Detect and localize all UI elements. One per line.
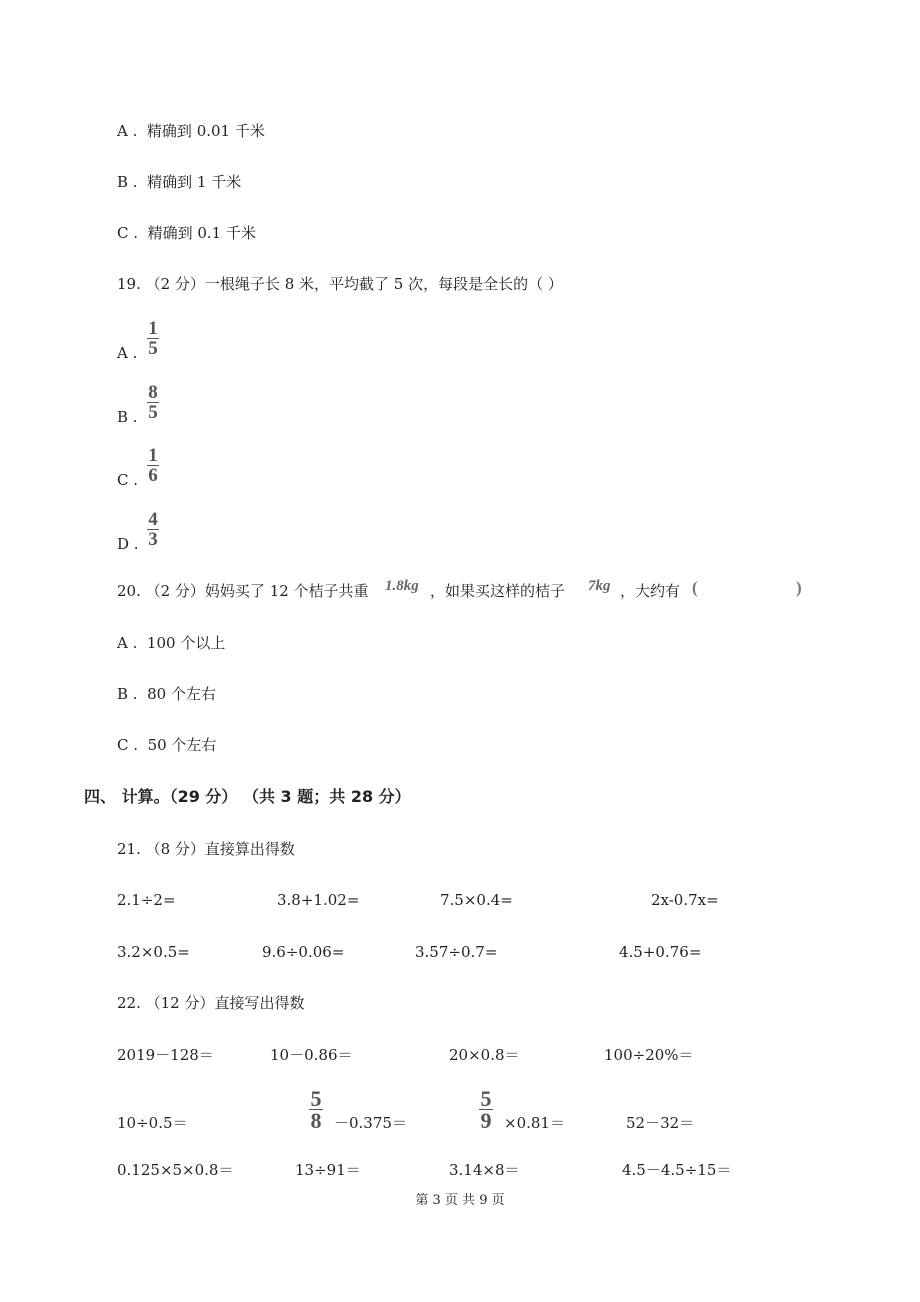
q18-option-a	[117, 121, 265, 141]
q21-r2-c4: 4.5+0.76=	[619, 943, 702, 961]
fraction-numerator: 1	[148, 445, 158, 466]
q20-paren-open: (	[692, 578, 698, 597]
fraction-numerator: 5	[310, 1086, 322, 1111]
q21-r2-c1: 3.2×0.5=	[117, 943, 190, 961]
fraction-denominator: 8	[310, 1108, 322, 1133]
option-text: 精确到 1 千米	[147, 173, 242, 191]
option-text: 50 个左右	[147, 736, 217, 754]
q22-r3-c2: 13÷91＝	[295, 1161, 361, 1179]
fraction-numerator: 4	[148, 509, 158, 530]
q21-r1-c3: 7.5×0.4=	[440, 891, 513, 909]
q22-r1-c1: 2019－128＝	[117, 1046, 214, 1064]
option-text: 100 个以上	[146, 634, 226, 652]
fraction-denominator: 5	[148, 402, 158, 423]
q21-stem: 21. （8 分）直接算出得数	[117, 840, 295, 858]
q20-option-c	[117, 735, 216, 755]
q19-option-d-letter: D .	[117, 535, 139, 553]
q19-option-d-fraction	[147, 511, 159, 548]
fraction-numerator: 8	[148, 382, 158, 403]
q19-stem: 19. （2 分）一根绳子长 8 米，平均截了 5 次，每段是全长的（ ）	[117, 275, 563, 293]
q22-r1-c2: 10－0.86＝	[270, 1046, 353, 1064]
option-letter: C .	[117, 224, 139, 242]
option-text: 80 个左右	[147, 685, 216, 703]
fraction-denominator: 3	[148, 529, 158, 550]
q19-option-b-letter: B .	[117, 408, 138, 426]
q20-stem-part2: ，如果买这样的桔子	[430, 582, 566, 600]
q21-r1-c2: 3.8+1.02=	[277, 891, 360, 909]
q19-option-a-letter: A .	[117, 344, 138, 362]
q22-r2-fraction-2	[479, 1086, 493, 1133]
q21-r1-c1: 2.1÷2=	[117, 891, 176, 909]
q20-option-b	[117, 684, 216, 704]
option-letter: A .	[117, 122, 138, 140]
option-letter: C .	[117, 736, 139, 754]
q19-option-a-fraction	[147, 320, 159, 357]
fraction-denominator: 6	[148, 465, 158, 486]
q20-stem-part1: 20. （2 分）妈妈买了 12 个桔子共重	[117, 582, 369, 600]
q19-option-c-fraction	[147, 447, 159, 484]
q22-r2-c4: 52－32＝	[626, 1114, 695, 1132]
page-footer: 第 3 页 共 9 页	[415, 1193, 505, 1208]
q22-r1-c4: 100÷20%＝	[604, 1046, 694, 1064]
q20-option-a	[117, 633, 225, 653]
q20-paren-close: )	[796, 578, 802, 597]
q19-option-c-letter: C .	[117, 471, 139, 489]
q18-option-c	[117, 223, 256, 243]
q19-option-b-fraction	[147, 384, 159, 421]
q22-r2-c1: 10÷0.5＝	[117, 1114, 188, 1132]
q22-r2-c2-rest: －0.375＝	[334, 1114, 407, 1132]
section-4-heading: 四、 计算。（29 分） （共 3 题；共 28 分）	[84, 787, 411, 806]
q20-weight-1: 1.8kg	[385, 578, 419, 594]
option-text: 精确到 0.01 千米	[146, 122, 265, 140]
fraction-denominator: 5	[148, 338, 158, 359]
q18-option-b	[117, 172, 241, 192]
q22-r2-c3-rest: ×0.81＝	[504, 1114, 565, 1132]
q22-r3-c3: 3.14×8＝	[449, 1161, 520, 1179]
q21-r2-c3: 3.57÷0.7=	[415, 943, 498, 961]
q22-stem: 22. （12 分）直接写出得数	[117, 994, 305, 1012]
option-letter: A .	[117, 634, 138, 652]
q20-weight-2: 7kg	[588, 578, 611, 594]
q20-stem-part3: ，大约有	[620, 582, 681, 600]
q22-r2-fraction-1	[309, 1086, 323, 1133]
fraction-numerator: 1	[148, 318, 158, 339]
option-text: 精确到 0.1 千米	[147, 224, 256, 242]
q22-r3-c4: 4.5－4.5÷15＝	[622, 1161, 732, 1179]
option-letter: B .	[117, 173, 138, 191]
fraction-numerator: 5	[480, 1086, 492, 1111]
q22-r3-c1: 0.125×5×0.8＝	[117, 1161, 234, 1179]
q21-r2-c2: 9.6÷0.06=	[262, 943, 345, 961]
fraction-denominator: 9	[480, 1108, 492, 1133]
option-letter: B .	[117, 685, 138, 703]
q21-r1-c4: 2x-0.7x=	[651, 891, 719, 909]
q22-r1-c3: 20×0.8＝	[449, 1046, 520, 1064]
